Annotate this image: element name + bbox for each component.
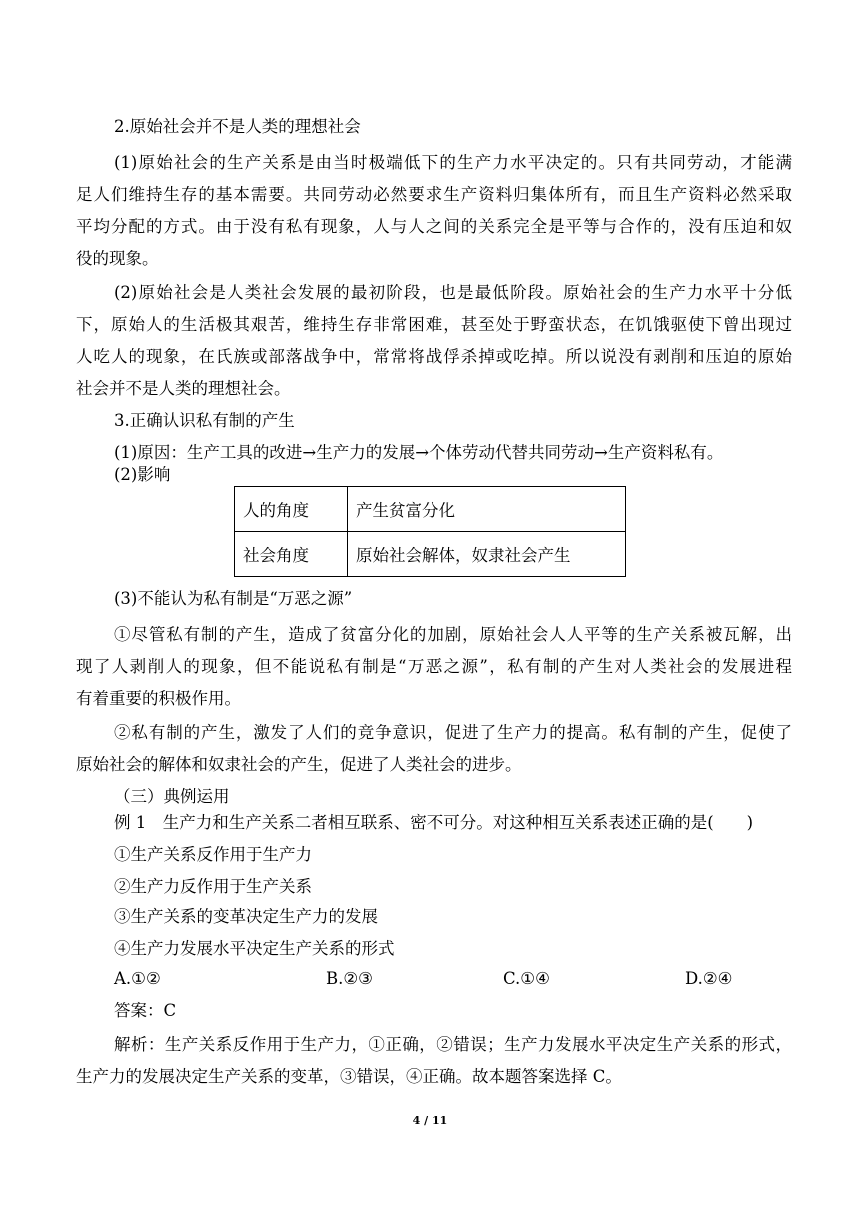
option-a: A.①②	[114, 969, 161, 988]
influence-label: (2)影响	[114, 465, 171, 484]
section-heading: 3.正确认识私有制的产生	[114, 411, 295, 430]
table-cell: 原始社会解体，奴隶社会产生	[348, 532, 626, 577]
influence-table	[234, 486, 626, 577]
paragraph-line: (1)原始社会的生产关系是由当时极端低下的生产力水平决定的。只有共同劳动，才能满	[114, 153, 792, 172]
table-cell: 产生贫富分化	[348, 487, 626, 532]
option-c: C.①④	[503, 969, 550, 988]
statement: ①生产关系反作用于生产力	[114, 845, 312, 864]
analysis-line: 解析：生产关系反作用于生产力，①正确，②错误；生产力发展水平决定生产关系的形式，	[114, 1035, 792, 1054]
page-number: 4 / 11	[412, 1114, 448, 1127]
statement: ④生产力发展水平决定生产关系的形式	[114, 939, 395, 958]
table-cell: 社会角度	[235, 532, 348, 577]
paragraph-line: 人吃人的现象，在氏族或部落战争中，常常将战俘杀掉或吃掉。所以说没有剥削和压迫的原始	[76, 347, 792, 366]
example-question: 例 1 生产力和生产关系二者相互联系、密不可分。对这种相互关系表述正确的是( )	[114, 813, 754, 832]
subheading: (3)不能认为私有制是“万恶之源”	[114, 589, 353, 608]
paragraph-line: ①尽管私有制的产生，造成了贫富分化的加剧，原始社会人人平等的生产关系被瓦解，出	[114, 625, 792, 644]
paragraph-line: 现了人剥削人的现象，但不能说私有制是“万恶之源”，私有制的产生对人类社会的发展进程	[76, 657, 792, 676]
paragraph-line: 下，原始人的生活极其艰苦，维持生存非常困难，甚至处于野蛮状态，在饥饿驱使下曾出现过	[76, 315, 792, 334]
table-row	[235, 532, 626, 577]
section-heading: （三）典例运用	[114, 787, 230, 806]
paragraph-line: 役的现象。	[76, 249, 159, 268]
paragraph-line: (2)原始社会是人类社会发展的最初阶段，也是最低阶段。原始社会的生产力水平十分低	[114, 283, 792, 302]
paragraph-line: ②私有制的产生，激发了人们的竞争意识，促进了生产力的提高。私有制的产生，促使了	[114, 723, 792, 742]
answer: 答案：C	[114, 1001, 177, 1020]
option-b: B.②③	[326, 969, 373, 988]
paragraph-line: 平均分配的方式。由于没有私有现象，人与人之间的关系完全是平等与合作的，没有压迫和奴	[76, 217, 792, 236]
paragraph-line: 社会并不是人类的理想社会。	[76, 379, 291, 398]
paragraph-line: 足人们维持生存的基本需要。共同劳动必然要求生产资料归集体所有，而且生产资料必然采取	[76, 185, 792, 204]
paragraph-line: 有着重要的积极作用。	[76, 689, 241, 708]
statement: ②生产力反作用于生产关系	[114, 877, 312, 896]
paragraph-line: 原始社会的解体和奴隶社会的产生，促进了人类社会的进步。	[76, 755, 522, 774]
analysis-line: 生产力的发展决定生产关系的变革，③错误，④正确。故本题答案选择 C。	[76, 1067, 622, 1086]
paragraph-line: (1)原因：生产工具的改进→生产力的发展→个体劳动代替共同劳动→生产资料私有。	[114, 443, 724, 462]
option-d: D.②④	[685, 969, 733, 988]
table-row	[235, 487, 626, 532]
section-heading: 2.原始社会并不是人类的理想社会	[114, 117, 361, 136]
table-cell: 人的角度	[235, 487, 348, 532]
statement: ③生产关系的变革决定生产力的发展	[114, 907, 378, 926]
